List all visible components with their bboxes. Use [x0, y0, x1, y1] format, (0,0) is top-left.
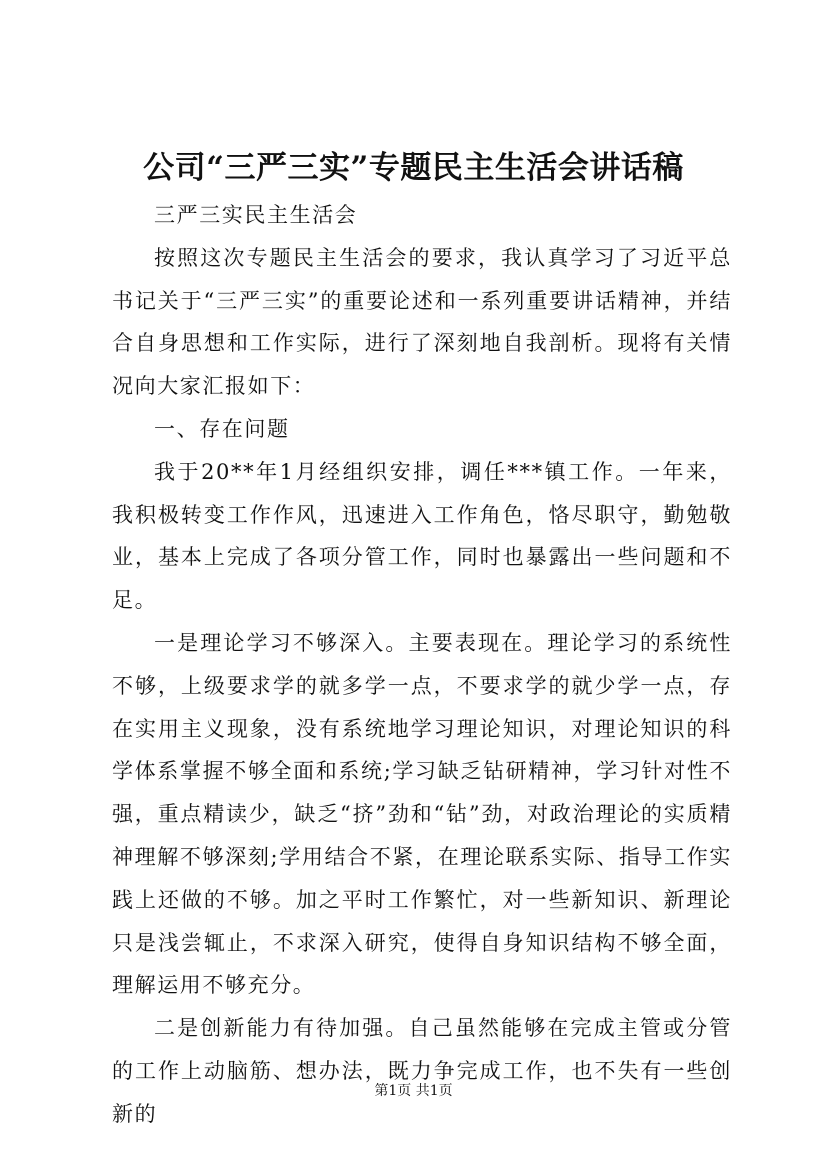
document-body	[112, 194, 732, 1136]
document-title: 公司“三严三实”专题民主生活会讲话稿	[143, 150, 684, 186]
paragraph-subtitle: 三严三实民主生活会	[154, 203, 358, 227]
paragraph-theory-study: 一是理论学习不够深入。主要表现在。理论学习的系统性不够，上级要求学的就多学一点，不要求学的就少学一点，存在实用主义现象，没有系统地学习理论知识，对理论知识的科学体系掌握不够全面和系统;学习缺乏钻研精神，学习针对性不强，重点精读少，缺乏“挤”劲和“钻”劲，对政治理论的实质精神理解不够深刻;学用结合不紧，在理论联系实际、指导工作实践上还做的不够。加之平时工作繁忙，对一些新知识、新理论只是浅尝辄止，不求深入研究，使得自身知识结构不够全面，理解运用不够充分。	[112, 630, 732, 998]
section-heading-problems: 一、存在问题	[154, 416, 290, 441]
paragraph-background: 我于20**年1月经组织安排，调任***镇工作。一年来，我积极转变工作作风，迅速进入工作角色，恪尽职守，勤勉敬业，基本上完成了各项分管工作，同时也暴露出一些问题和不足。	[112, 459, 732, 613]
page-footer: 第1页 共1页	[374, 1083, 453, 1099]
paragraph-intro: 按照这次专题民主生活会的要求，我认真学习了习近平总书记关于“三严三实”的重要论述和一系列重要讲话精神，并结合自身思想和工作实际，进行了深刻地自我剖析。现将有关情况向大家汇报如下：	[112, 245, 732, 399]
paragraph-innovation: 二是创新能力有待加强。自己虽然能够在完成主管或分管的工作上动脑筋、想办法，既力争完成工作，也不失有一些创新的	[112, 1016, 732, 1126]
